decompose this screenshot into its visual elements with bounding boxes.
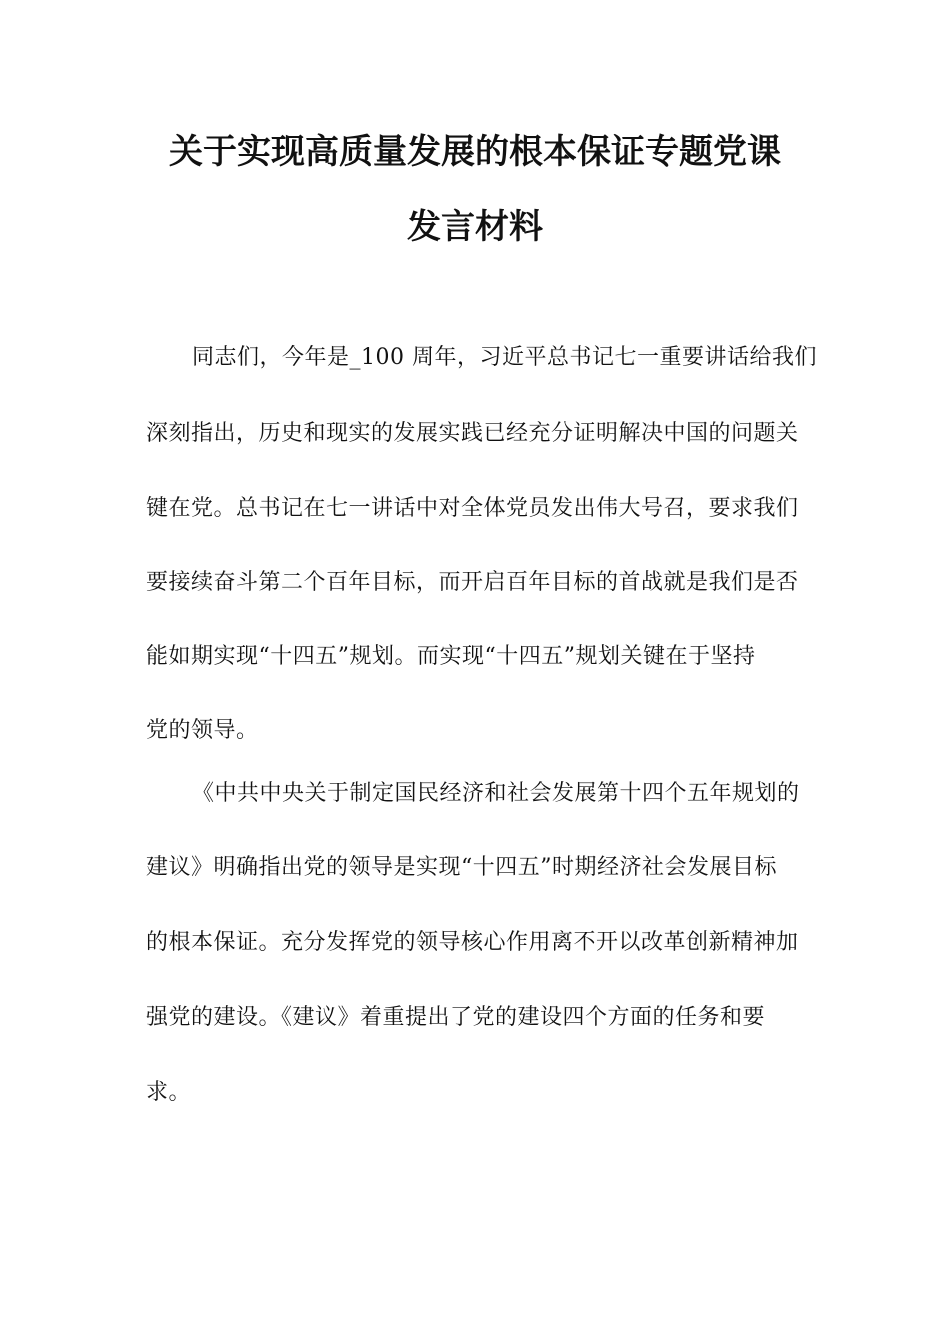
paragraph-2-line-3: 的根本保证。充分发挥党的领导核心作用离不开以改革创新精神加 [146, 930, 799, 955]
paragraph-2-line-2: 建议》明确指出党的领导是实现“十四五”时期经济社会发展目标 [146, 855, 777, 880]
document-title-line-2: 发言材料 [407, 207, 543, 247]
paragraph-2-line-5: 求。 [146, 1080, 192, 1105]
paragraph-1-line-1: 同志们，今年是_100 周年，习近平总书记七一重要讲话给我们 [192, 345, 817, 370]
paragraph-2-line-1: 《中共中央关于制定国民经济和社会发展第十四个五年规划的 [192, 781, 800, 806]
paragraph-1-line-6: 党的领导。 [146, 718, 259, 743]
document-title-line-1: 关于实现高质量发展的根本保证专题党课 [169, 132, 781, 172]
paragraph-1-line-4: 要接续奋斗第二个百年目标，而开启百年目标的首战就是我们是否 [146, 570, 799, 595]
paragraph-1-line-2: 深刻指出，历史和现实的发展实践已经充分证明解决中国的问题关 [146, 421, 799, 446]
paragraph-1-line-5: 能如期实现“十四五”规划。而实现“十四五”规划关键在于坚持 [146, 644, 756, 669]
paragraph-1-line-3: 键在党。总书记在七一讲话中对全体党员发出伟大号召，要求我们 [146, 496, 799, 521]
paragraph-2-line-4: 强党的建设。《建议》着重提出了党的建设四个方面的任务和要 [146, 1005, 766, 1030]
